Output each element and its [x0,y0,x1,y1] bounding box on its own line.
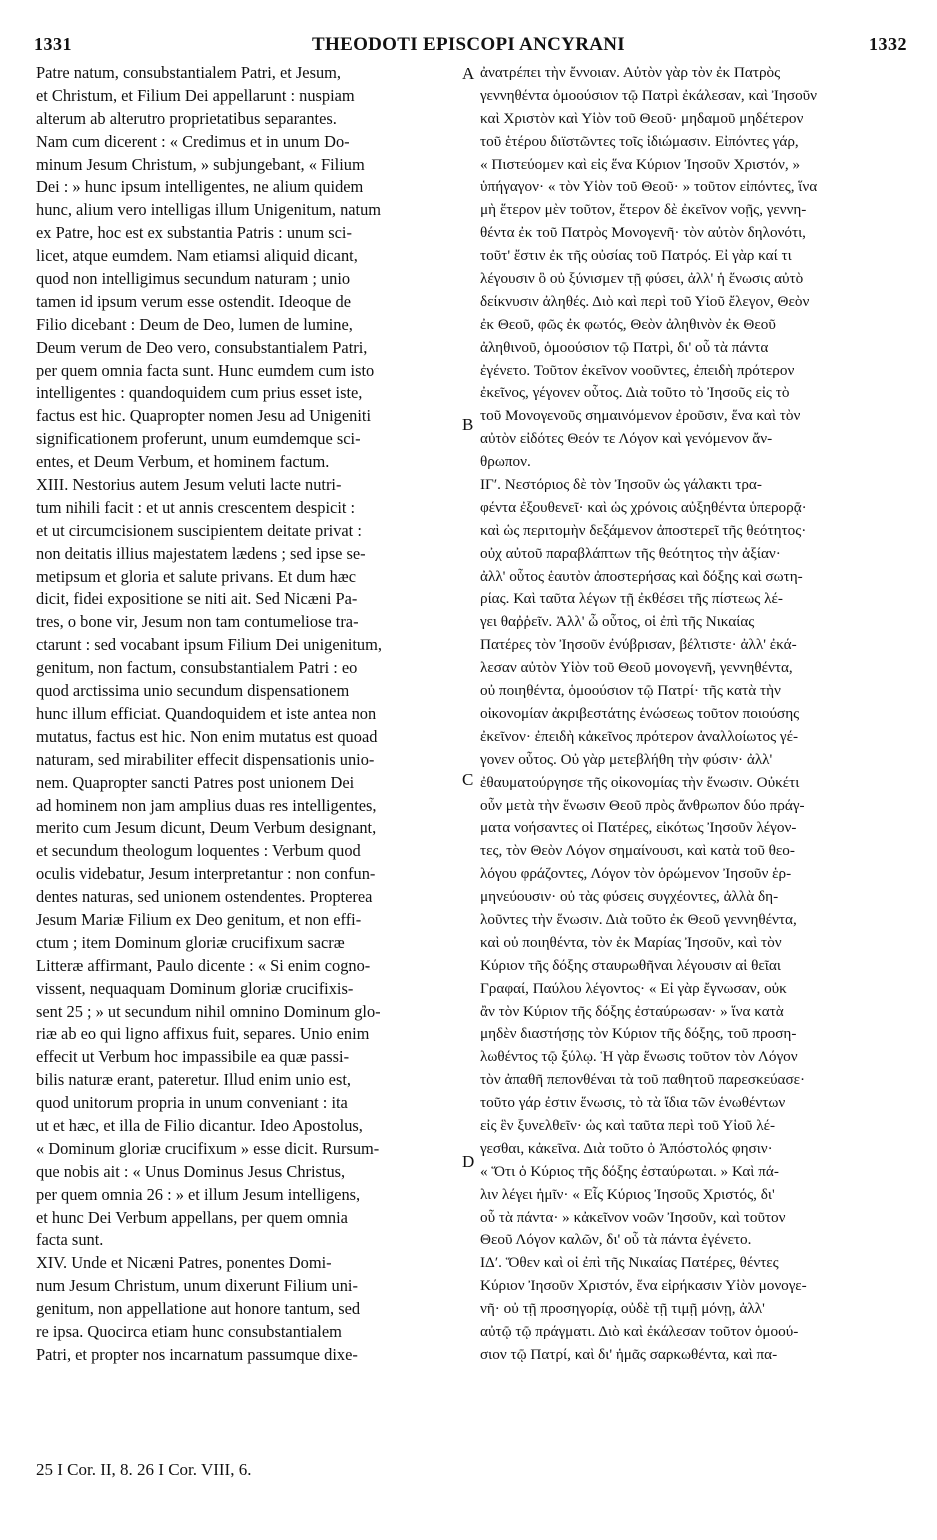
text-line: hunc illum efficiat. Quandoquidem et iste antea non [36,703,377,723]
text-line: σιον τῷ Πατρί, καὶ δι' ἡμᾶς σαρκωθέντα, καὶ πα- [480,1345,778,1363]
text-line: ex Patre, hoc est ex substantia Patris : unum sci- [36,223,352,243]
text-line: ρίας. Καὶ ταῦτα λέγων τῇ ἐκθέσει τῆς πίστεως λέ- [480,590,783,608]
text-line: λωθέντος τῷ ξύλῳ. Ἡ γὰρ ἕνωσις τοῦτον τὸν Λόγον [480,1048,798,1066]
text-line: λιν λέγει ἡμῖν· « Εἷς Κύριος Ἰησοῦς Χριστός, δι' [480,1185,775,1203]
text-line: καὶ οὐ ποιηθέντα, τὸν ἐκ Μαρίας Ἰησοῦν, καὶ τὸν [480,933,782,951]
text-line: dicit, fidei expositione se niti ait. Sed Nicæni Pa- [36,589,358,609]
text-line: facta sunt. [36,1230,104,1250]
text-line: Patre natum, consubstantialem Patri, et Jesum, [36,63,341,82]
text-line: nem. Quapropter sancti Patres post unionem Dei [36,772,355,792]
footnotes: 25 I Cor. II, 8. 26 I Cor. VIII, 6. [36,1460,252,1479]
text-line: licet, atque eumdem. Nam etiamsi aliquid dicant, [36,246,358,266]
text-line: μηνεύουσιν· οὐ τὰς φύσεις συγχέοντες, ἀλλὰ δη- [480,888,779,906]
text-line: genitum, non appellatione aut honore tantum, sed [36,1299,361,1319]
text-line: naturam, sed mirabiliter effecit dispensationis unio- [36,749,375,769]
text-line: Κύριον τῆς δόξης σταυρωθῆναι λέγουσιν αἱ θεῖαι [480,956,781,974]
latin-column [36,62,456,1367]
margin-marker-a: A [462,64,475,83]
text-line: per quem omnia 26 : » et illum Jesum intelligens, [36,1184,361,1204]
margin-marker-b: B [462,415,474,434]
text-line: λόγου φράζοντες, Λόγον τὸν ὁρώμενον Ἰησοῦν ἑρ- [480,865,792,883]
text-line: ad hominem non jam amplius duas res intelligentes, [36,795,377,815]
text-line: τοῦτ' ἔστιν ἐκ τῆς οὐσίας τοῦ Πατρός. Εἰ γὰρ καί τι [480,247,792,265]
text-line: tamen id ipsum verum esse ostendit. Ideoque de [36,291,351,311]
text-line: non deitatis illius majestatem lædens ; sed ipse se- [36,543,366,563]
text-line: ctum ; item Dominum gloriæ crucifixum sacræ [36,932,345,952]
text-line: γει θαῤῥεῖν. Ἀλλ' ὦ οὗτος, οἱ ἐπὶ τῆς Νικαίας [480,613,755,631]
text-line: γονεν οὗτος. Οὐ γὰρ μετεβλήθη τὴν φύσιν· ἀλλ' [480,750,773,768]
text-line: et ut circumcisionem suscipientem deitate privat : [36,520,362,540]
text-line: sent 25 ; » ut secundum nihil omnino Dominum glo- [36,1001,381,1021]
text-line: entes, et Deum Verbum, et hominem factum. [36,452,330,472]
text-line: hunc, alium vero intelligas illum Unigenitum, natum [36,200,382,220]
text-line: οἰκονομίαν ἀκριβεστάτης ἑνώσεως τοῦτον ποιούσης [480,704,800,722]
text-line: riæ ab eo qui ligno affixus fuit, separes. Unio enim [36,1024,370,1044]
text-line: et secundum theologum loquentes : Verbum quod [36,841,361,861]
text-line: ἐκ Θεοῦ, φῶς ἐκ φωτός, Θεὸν ἀληθινὸν ἐκ Θεοῦ [480,315,776,333]
text-line: λοῦντες τὴν ἕνωσιν. Διὰ τοῦτο ἐκ Θεοῦ γεννηθέντα, [480,910,797,928]
text-line: ctarunt : sed vocabant ipsum Filium Dei unigenitum, [36,635,382,655]
text-line: Πατέρες τὸν Ἰησοῦν ἐνύβρισαν, βέλτιστε· ἀλλ' ἐκά- [480,636,797,654]
text-line: Θεοῦ Λόγον καλῶν, δι' οὗ τὰ πάντα ἐγένετο. [480,1231,752,1249]
text-line: δείκνυσιν ἀληθές. Διὸ καὶ περὶ τοῦ Υἱοῦ ἔλεγον, Θεὸν [480,292,810,310]
text-line: ἐθαυματούργησε τῆς οἰκονομίας τὴν ἕνωσιν. Οὐκέτι [480,773,800,791]
text-line: ΙΓʹ. Νεστόριος δὲ τὸν Ἰησοῦν ὡς γάλακτι τρα- [480,476,762,494]
text-line: τοῦτο γάρ ἐστιν ἕνωσις, τὸ τὰ ἴδια τῶν ἑνωθέντων [480,1094,786,1112]
text-line: alterum ab alterutro proprietatibus separantes. [36,108,337,128]
text-line: ὑπήγαγον· « τὸν Υἱὸν τοῦ Θεοῦ· » τοῦτον εἰπόντες, ἵνα [480,178,818,196]
text-line: Γραφαί, Παύλου λέγοντος· « Εἰ γὰρ ἔγνωσαν, οὐκ [480,979,787,997]
text-line: εἰς ἓν ξυνελθεῖν· ὡς καὶ ταῦτα περὶ τοῦ Υἱοῦ λέ- [480,1116,775,1134]
text-line: et hunc Dei Verbum appellans, per quem omnia [36,1207,348,1227]
running-title: THEODOTI EPISCOPI ANCYRANI [312,34,625,55]
text-line: ΙΔʹ. Ὅθεν καὶ οἱ ἐπὶ τῆς Νικαίας Πατέρες, θέντες [480,1254,779,1272]
greek-column [480,62,906,1367]
text-line: per quem omnia facta sunt. Hunc eumdem cum isto [36,360,375,380]
text-line: τὸν ἀπαθῆ πεπονθέναι τὰ τοῦ παθητοῦ παρεσκεύασε· [480,1071,806,1089]
text-line: ἐκεῖνος, γέγονεν οὗτος. Διὰ τοῦτο τὸ Ἰησοῦς εἰς τὸ [480,384,790,402]
text-line: metipsum et gloria et salute privans. Et dum hæc [36,566,357,586]
text-line: λεσαν αὐτὸν Υἱὸν τοῦ Θεοῦ μονογενῆ, γεννηθέντα, [480,659,793,677]
text-line: quod arctissima unio secundum dispensationem [36,681,350,701]
text-line: ματα νοήσαντες οἱ Πατέρες, εἰκότως Ἰησοῦν λέγον- [480,819,797,837]
text-line: Patri, et propter nos incarnatum passumque dixe- [36,1344,358,1364]
text-line: ut et hæc, et illa de Filio dicantur. Ideo Apostolus, [36,1115,363,1135]
text-line: significationem proferunt, unum eumdemque sci- [36,429,361,449]
text-line: τοῦ ἑτέρου διϊστῶντες τοῖς ἰδιώμασιν. Εἰπόντες γάρ, [480,132,799,150]
text-line: « Ὅτι ὁ Κύριος τῆς δόξης ἐσταύρωται. » Καὶ πά- [480,1162,779,1180]
text-line: Jesum Mariæ Filium ex Deo genitum, et non effi- [36,909,362,929]
text-line: tres, o bone vir, Jesum non tam contumeliose tra- [36,612,359,632]
text-line: genitum, non factum, consubstantialem Patri : eo [36,658,358,678]
text-line: Litteræ affirmant, Paulo dicente : « Si enim cogno- [36,955,371,975]
text-line: XIII. Nestorius autem Jesum veluti lacte nutri- [36,475,342,495]
text-line: Nam cum dicerent : « Credimus et in unum Do- [36,131,350,151]
text-line: Κύριον Ἰησοῦν Χριστόν, ἕνα εἰρήκασιν Υἱὸν μονογε- [480,1277,807,1295]
text-line: γεσθαι, κἀκεῖνα. Διὰ τοῦτο ὁ Ἀπόστολός φησιν· [480,1139,773,1157]
text-line: Dei : » hunc ipsum intelligentes, ne alium quidem [36,177,364,197]
text-line: αὐτὸν εἰδότες Θεόν τε Λόγον καὶ γενόμενον ἄν- [480,430,773,448]
text-line: « Dominum gloriæ crucifixum » esse dicit. Rursum- [36,1138,380,1158]
text-line: bilis naturæ erant, pateretur. Illud enim unio est, [36,1070,351,1090]
text-line: τοῦ Μονογενοῦς σημαινόμενον ἐροῦσιν, ἕνα καὶ τὸν [480,407,801,425]
text-line: ἀνατρέπει τὴν ἔννοιαν. Αὐτὸν γὰρ τὸν ἐκ Πατρὸς [480,64,781,81]
text-line: « Πιστεύομεν καὶ εἰς ἕνα Κύριον Ἰησοῦν Χριστόν, » [480,155,801,173]
text-line: oculis videbatur, Jesum interpretantur : non confun- [36,864,376,884]
margin-marker-c: C [462,770,474,789]
text-line: quod unitorum propria in unum conveniant : ita [36,1093,348,1113]
text-line: οὐχ αὐτοῦ παραβλάπτων τῆς θεότητος τὴν ἀξίαν· [480,544,781,562]
text-line: ἐκεῖνον· ἐπειδὴ κἀκεῖνος πρότερον ἀναλλοίωτος γέ- [480,727,799,745]
margin-marker-d: D [462,1152,475,1171]
text-line: οὖν μετὰ τὴν ἕνωσιν Θεοῦ πρὸς ἄνθρωπον δύο πράγ- [480,796,805,814]
text-line: mutatus, factus est hic. Non enim mutatus est quoad [36,726,378,746]
text-line: et Christum, et Filium Dei appellarunt : nuspiam [36,85,355,105]
text-line: merito cum Jesum dicunt, Deum Verbum designant, [36,818,377,838]
text-line: ἂν τὸν Κύριον τῆς δόξης ἐσταύρωσαν· » ἵνα κατὰ [480,1002,784,1020]
text-line: γεννηθέντα ὁμοούσιον τῷ Πατρὶ ἐκάλεσαν, καὶ Ἰησοῦν [480,86,818,104]
text-line: dentes naturas, sed unionem ostendentes. Propterea [36,887,373,907]
text-line: οὐ ποιηθέντα, ὁμοούσιον τῷ Πατρί· τῆς κατὰ τὴν [480,682,781,700]
text-line: Deum verum de Deo vero, consubstantialem Patri, [36,337,368,357]
text-line: ἐγένετο. Τοῦτον ἐκεῖνον νοοῦντες, ἐπειδὴ πρότερον [480,361,795,379]
text-line: καὶ Χριστὸν καὶ Υἱὸν τοῦ Θεοῦ· μηδαμοῦ μηδέτερον [480,109,804,127]
text-line: num Jesum Christum, unum dixerunt Filium uni- [36,1276,358,1296]
text-line: ἀλλ' οὗτος ἑαυτὸν ἀποστερήσας καὶ δόξης καὶ σωτη- [480,567,803,585]
text-line: minum Jesum Christum, » subjungebant, « Filium [36,154,365,174]
text-line: intelligentes : quandoquidem cum prius esset iste, [36,383,363,403]
text-line: Filio dicebant : Deum de Deo, lumen de lumine, [36,314,353,334]
text-line: effecit ut Verbum hoc impassibile ea quæ passi- [36,1047,350,1067]
text-line: οὗ τὰ πάντα· » κἀκεῖνον νοῶν Ἰησοῦν, καὶ τοῦτον [480,1208,786,1226]
text-line: que nobis ait : « Unus Dominus Jesus Christus, [36,1161,346,1181]
text-line: vissent, nequaquam Dominum gloriæ crucifixis- [36,978,354,998]
text-line: θέντα ἐκ τοῦ Πατρὸς Μονογενῆ· τὸν αὐτὸν δηλονότι, [480,224,806,242]
text-line: καὶ ὡς περιτομὴν δεξάμενον ἀποστερεῖ τῆς θεότητος· [480,521,807,539]
text-line: XIV. Unde et Nicæni Patres, ponentes Domi- [36,1253,332,1273]
text-line: φέντα ἐξουθενεῖ· καὶ ὡς χρόνοις αὐξηθέντα ὑπερορᾷ· [480,498,807,516]
page-number-right: 1332 [869,34,907,54]
text-line: θρωπον. [480,453,531,471]
page-number-left: 1331 [34,34,72,54]
text-line: αὐτῷ τῷ πράγματι. Διὸ καὶ ἐκάλεσαν τοῦτον ὁμοού- [480,1322,799,1340]
text-line: λέγουσιν ὃ οὐ ξύνισμεν τῇ φύσει, ἀλλ' ἡ ἕνωσις αὐτὸ [480,270,804,288]
text-line: μὴ ἕτερον μὲν τοῦτον, ἕτερον δὲ ἐκεῖνον νοῇς, γεννη- [480,201,807,219]
text-line: tum nihili facit : et ut annis crescentem despicit : [36,497,356,517]
text-line: quod non intelligimus secundum naturam ; unio [36,269,351,289]
text-line: τες, τὸν Θεὸν Λόγον σημαίνουσι, καὶ κατὰ τοῦ θεο- [480,842,795,860]
text-line: re ipsa. Quocirca etiam hunc consubstantialem [36,1321,342,1341]
text-line: factus est hic. Quapropter nomen Jesu ad Unigeniti [36,406,372,426]
text-line: ἀληθινοῦ, ὁμοούσιον τῷ Πατρὶ, δι' οὗ τὰ πάντα [480,338,769,356]
text-line: μηδὲν διαστήσῃς τὸν Κύριον τῆς δόξης, τοῦ προση- [480,1025,797,1043]
text-line: νῆ· οὐ τῇ προσηγορίᾳ, οὐδὲ τῇ τιμῇ μόνῃ, ἀλλ' [480,1300,765,1318]
